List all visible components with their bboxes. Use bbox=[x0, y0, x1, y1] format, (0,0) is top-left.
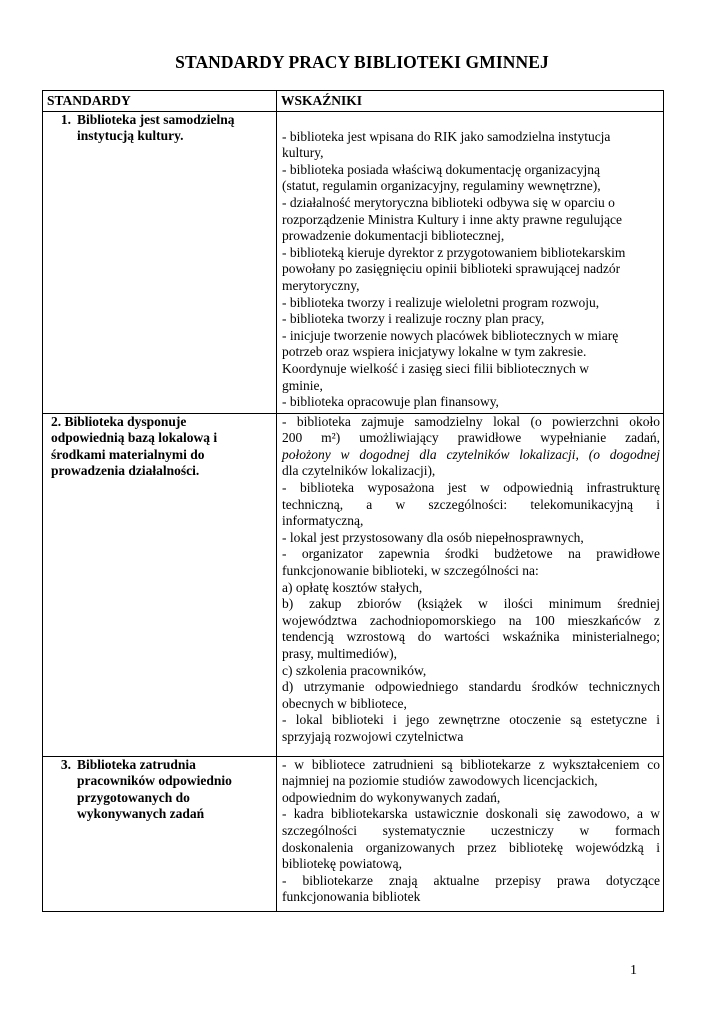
indicator-line: d) utrzymanie odpowiedniego standardu środków technicznych bbox=[282, 679, 660, 695]
indicator-line: rozporządzenie Ministra Kultury i inne akty prawne regulujące bbox=[282, 211, 622, 227]
indicator-line: odpowiednim do wykonywanych zadań, bbox=[282, 789, 501, 805]
indicator-line: prasy, multimediów), bbox=[282, 645, 397, 661]
standard-line: instytucją kultury. bbox=[77, 128, 184, 144]
indicator-line: powołany po zasięgnięciu opinii biblioteki sprawującej nadzór bbox=[282, 261, 621, 277]
table-row bbox=[43, 756, 664, 911]
indicator-cell bbox=[277, 756, 664, 911]
standard-line: środkami materialnymi do bbox=[51, 446, 205, 462]
indicator-line: województwa zachodniopomorskiego na 100 mieszkańców z bbox=[282, 612, 660, 628]
indicator-line: - biblioteka tworzy i realizuje wieloletni program rozwoju, bbox=[282, 294, 600, 310]
standard-line: przygotowanych do bbox=[77, 789, 190, 805]
indicator-line: - lokal jest przystosowany dla osób niepełnosprawnych, bbox=[282, 529, 584, 545]
table-row bbox=[43, 111, 664, 413]
indicator-cell bbox=[277, 413, 664, 756]
indicator-line: - biblioteka posiada właściwą dokumentację organizacyjną bbox=[282, 161, 601, 177]
indicator-line: - kadra bibliotekarska ustawicznie doskonali się zawodowo, a w bbox=[282, 806, 660, 822]
indicator-line: techniczną, a w szczególności: telekomunikacyjną i bbox=[282, 496, 660, 512]
indicator-line: tendencją wzrostową do wartości wskaźnika ministerialnego; bbox=[282, 629, 660, 645]
indicator-line: dla czytelników lokalizacji), bbox=[282, 463, 436, 479]
indicator-line: doskonalenia organizowanych przez bibliotekę wojewódzką i bbox=[282, 839, 660, 855]
indicator-line: merytoryczny, bbox=[282, 277, 360, 293]
standard-cell bbox=[43, 756, 277, 911]
standard-line: odpowiednią bazą lokalową i bbox=[51, 430, 218, 446]
standard-line: 2. Biblioteka dysponuje bbox=[51, 413, 187, 429]
indicator-line: funkcjonowanie biblioteki, w szczególności na: bbox=[282, 562, 539, 578]
indicator-line: - działalność merytoryczna biblioteki odbywa się w oparciu o bbox=[282, 194, 615, 210]
indicator-line: - biblioteka jest wpisana do RIK jako samodzielna instytucja bbox=[282, 128, 611, 144]
indicator-line: potrzeb oraz wspiera inicjatywy lokalne w tym zakresie. bbox=[282, 344, 587, 360]
indicator-line: Koordynuje wielkość i zasięg sieci filii bibliotecznych w bbox=[282, 360, 590, 376]
indicator-line: b) zakup zbiorów (książek w ilości minimum średniej bbox=[282, 596, 660, 612]
indicator-line: informatyczną, bbox=[282, 513, 364, 529]
indicator-line: szczególności systematycznie uczestniczy w formach bbox=[282, 822, 660, 838]
standard-line: pracowników odpowiednio bbox=[77, 773, 232, 789]
table-header-row bbox=[43, 91, 664, 112]
indicator-line: bibliotekę powiatową, bbox=[282, 856, 402, 872]
indicator-line: najmniej na poziomie studiów zawodowych licencjackich, bbox=[282, 773, 598, 789]
indicator-line: gminie, bbox=[282, 377, 323, 393]
standard-line: prowadzenia działalności. bbox=[51, 463, 200, 479]
indicator-line: sprzyjają rozwojowi czytelnictwa bbox=[282, 728, 464, 744]
indicator-line: c) szkolenia pracowników, bbox=[282, 662, 427, 678]
indicator-cell bbox=[277, 111, 664, 413]
indicator-line: prowadzenie dokumentacji bibliotecznej, bbox=[282, 228, 505, 244]
indicator-line: obecnych w bibliotece, bbox=[282, 695, 407, 711]
indicator-line: - organizator zapewnia środki budżetowe na prawidłowe bbox=[282, 546, 660, 562]
indicator-line: - lokal biblioteki i jego zewnętrzne otoczenie są estetyczne i bbox=[282, 712, 660, 728]
indicator-line: funkcjonowania bibliotek bbox=[282, 889, 421, 905]
table-row bbox=[43, 413, 664, 756]
indicator-line: - biblioteką kieruje dyrektor z przygotowaniem bibliotekarskim bbox=[282, 244, 626, 260]
indicator-line: położony w dogodnej dla czytelników lokalizacji, (o dogodnej bbox=[282, 446, 660, 462]
standard-cell bbox=[43, 111, 277, 413]
standard-number: 3. bbox=[60, 756, 71, 772]
standards-table bbox=[42, 90, 664, 912]
indicator-line: - inicjuje tworzenie nowych placówek bibliotecznych w miarę bbox=[282, 327, 619, 343]
standard-line: Biblioteka jest samodzielną bbox=[77, 111, 235, 127]
page-title: STANDARDY PRACY BIBLIOTEKI GMINNEJ bbox=[175, 52, 549, 72]
standard-number: 1. bbox=[60, 111, 71, 127]
standard-line: wykonywanych zadań bbox=[77, 806, 205, 822]
standard-line: Biblioteka zatrudnia bbox=[77, 756, 196, 772]
column-header-indicators: WSKAŹNIKI bbox=[277, 91, 664, 112]
indicator-line: - w bibliotece zatrudnieni są bibliotekarze z wykształceniem co bbox=[282, 756, 660, 772]
indicator-line: (statut, regulamin organizacyjny, regulaminy wewnętrzne), bbox=[282, 178, 601, 194]
indicator-line: 200 m²) umożliwiający prawidłowe wypełnianie zadań, bbox=[282, 430, 660, 446]
standard-cell bbox=[43, 413, 277, 756]
indicator-line: a) opłatę kosztów stałych, bbox=[282, 579, 423, 595]
indicator-line: - biblioteka tworzy i realizuje roczny plan pracy, bbox=[282, 311, 545, 327]
indicator-line: - biblioteka zajmuje samodzielny lokal (o powierzchni około bbox=[282, 413, 660, 429]
indicator-line: - bibliotekarze znają aktualne przepisy prawa dotyczące bbox=[282, 872, 660, 888]
indicator-line: kultury, bbox=[282, 145, 324, 161]
column-header-standards: STANDARDY bbox=[43, 91, 277, 112]
page-number: 1 bbox=[630, 963, 637, 978]
indicator-line: - biblioteka wyposażona jest w odpowiednią infrastrukturę bbox=[282, 479, 660, 495]
indicator-line: - biblioteka opracowuje plan finansowy, bbox=[282, 394, 499, 410]
